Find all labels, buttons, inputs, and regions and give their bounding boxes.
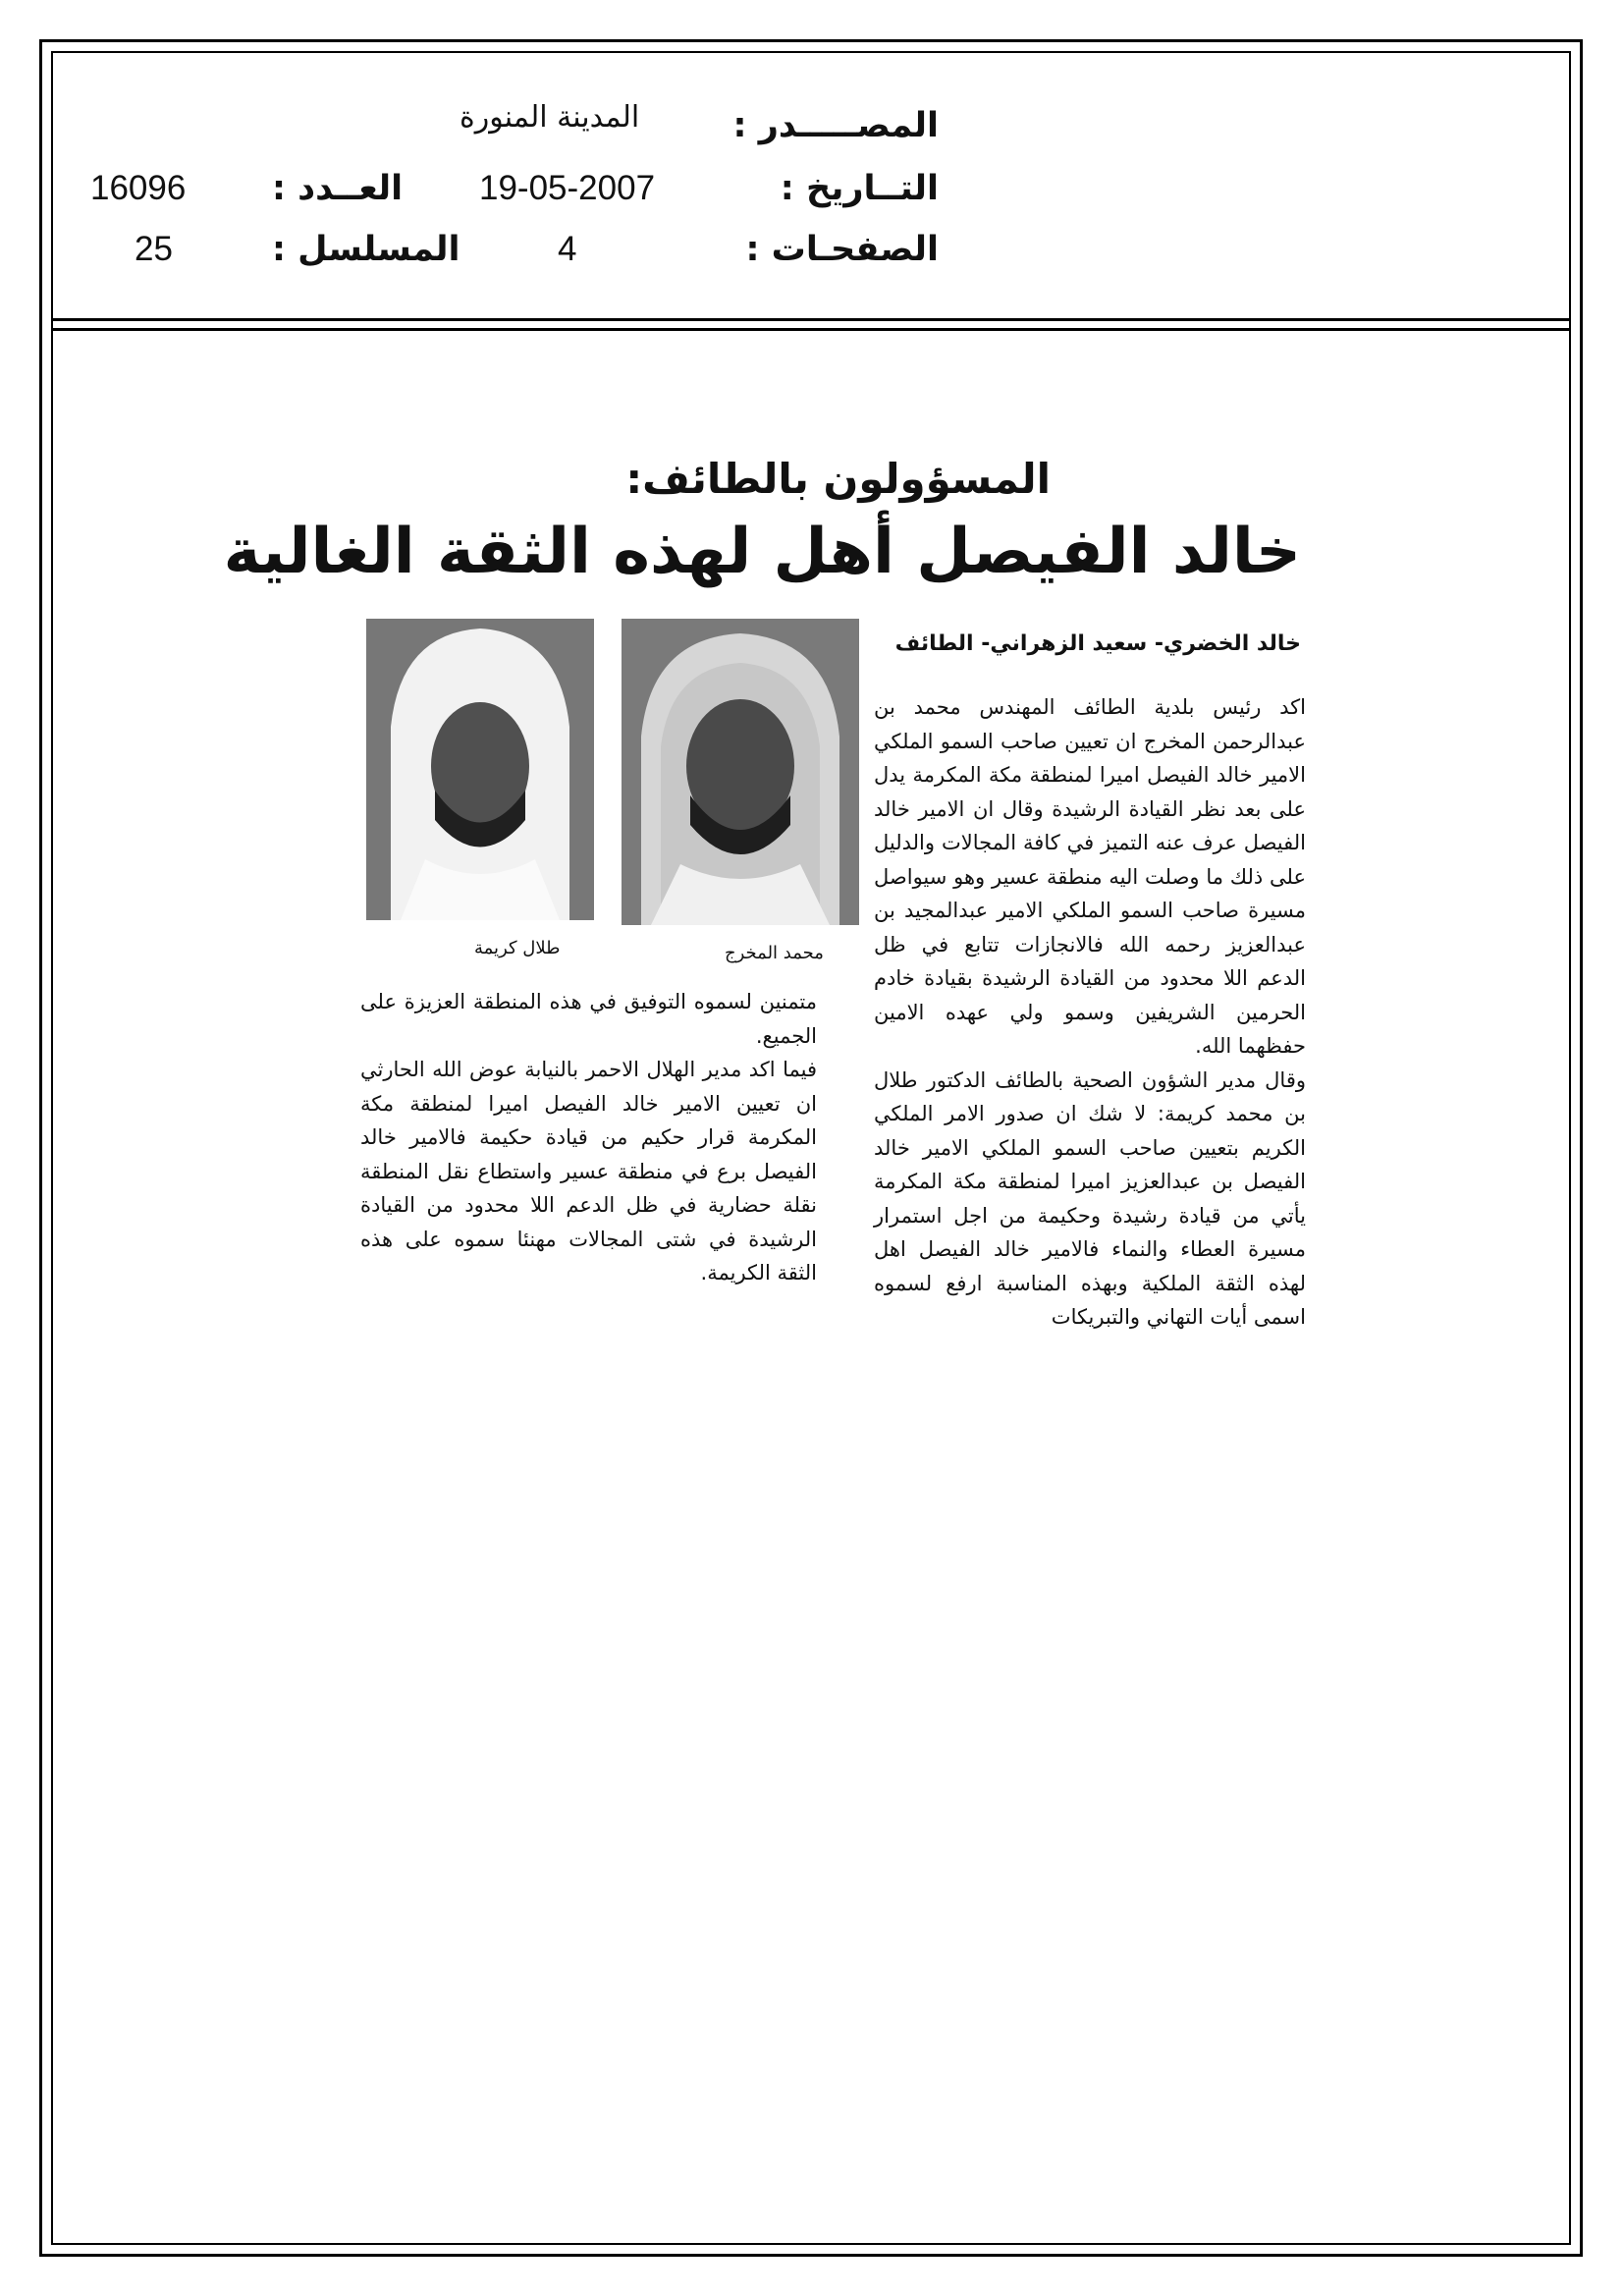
header-divider: [51, 318, 1571, 321]
header-divider-double: [51, 328, 1571, 331]
article-kicker: المسؤولون بالطائف:: [625, 455, 1051, 503]
serial-label: المسلسل :: [272, 230, 460, 269]
photo-caption-2: طلال كريمة: [474, 938, 561, 958]
issue-label: العــدد :: [272, 169, 404, 208]
photo-caption-1: محمد المخرج: [725, 943, 824, 963]
source-value: المدينة المنورة: [460, 100, 640, 135]
source-label: المصـــــدر :: [732, 106, 939, 145]
issue-value: 16096: [90, 169, 187, 207]
pages-value: 4: [558, 230, 577, 268]
portrait-photo-talal: [366, 619, 594, 920]
right-column: [874, 690, 1306, 1335]
article-clipping: [223, 417, 1316, 1360]
portrait-photo-mohammed: [622, 619, 859, 925]
paragraph: اكد رئيس بلدية الطائف المهندس محمد بن عبدالرحمن المخرج ان تعيين صاحب السمو الملكي الامير خالد الفيصل اميرا لمنطقة مكة المكرمة يدل على بعد نظر القيادة الرشيدة وقال ان الامير خالد الفيصل عرف عنه التميز في كافة المجالات والدليل على ذلك ما وصلت اليه منطقة عسير وهو سيواصل مسيرة صاحب السمو الملكي الامير عبدالمجيد بن عبدالعزيز رحمه الله فالانجازات تتابع في ظل الدعم اللا محدود من القيادة الرشيدة بقيادة خادم الحرمين الشريفين وسمو ولي عهده الامين حفظهما الله.: [874, 695, 1306, 1058]
paragraph: فيما اكد مدير الهلال الاحمر بالنيابة عوض الله الحارثي ان تعيين الامير خالد الفيصل اميرا لمنطقة مكة المكرمة قرار حكيم من قيادة حكيمة فالامير خالد الفيصل برع في منطقة عسير واستطاع نقل المنطقة نقلة حضارية في ظل الدعم اللا محدود من القيادة الرشيدة في شتى المجالات مهنئا سموه على هذه الثقة الكريمة.: [360, 1058, 817, 1285]
left-column: [360, 985, 817, 1290]
pages-label: الصفحـات :: [745, 230, 939, 269]
article-headline: خالد الفيصل أهل لهذه الثقة الغالية: [223, 516, 1301, 588]
serial-value: 25: [135, 230, 173, 268]
article-byline: خالد الخضري- سعيد الزهراني- الطائف: [894, 631, 1301, 656]
date-label: التــاريخ :: [780, 169, 939, 208]
paragraph: وقال مدير الشؤون الصحية بالطائف الدكتور طلال بن محمد كريمة: لا شك ان صدور الامر الملكي الكريم بتعيين صاحب السمو الملكي الامير خالد الفيصل بن عبدالعزيز اميرا لمنطقة مكة المكرمة يأتي من قيادة رشيدة وحكيمة من اجل استمرار مسيرة العطاء والنماء فالامير خالد الفيصل اهل لهذه الثقة الملكية وبهذه المناسبة ارفع لسموه اسمى أيات التهاني والتبريكات: [874, 1067, 1306, 1329]
paragraph: متمنين لسموه التوفيق في هذه المنطقة العزيزة على الجميع.: [360, 990, 817, 1048]
date-value: 19-05-2007: [479, 169, 656, 207]
